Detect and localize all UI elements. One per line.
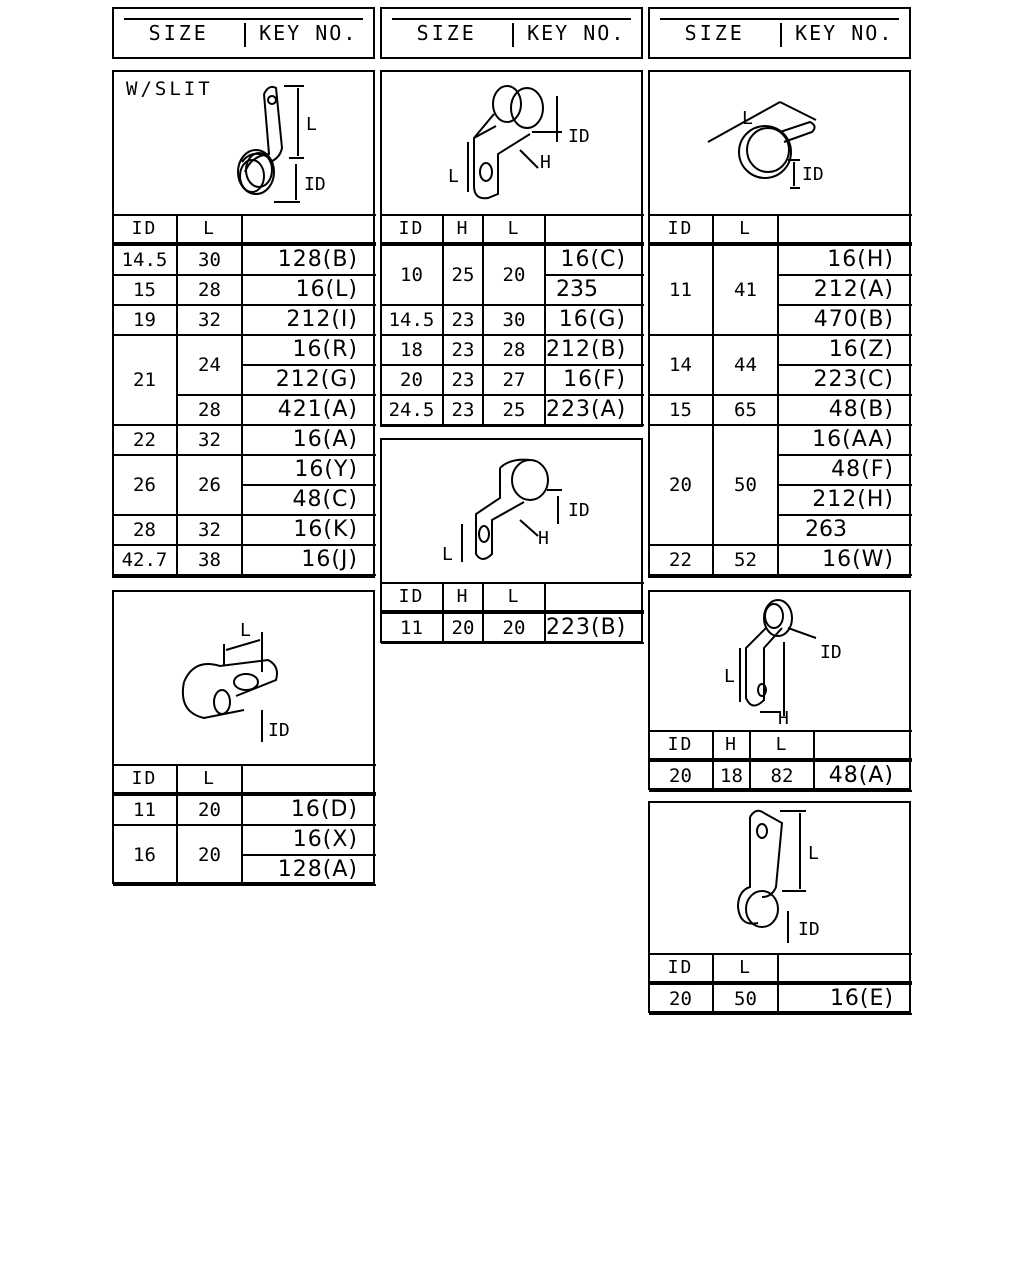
key-no-cell: 223(B) <box>545 612 644 643</box>
key-no-cell: 48(B) <box>778 395 912 425</box>
dim-l: L <box>442 544 453 565</box>
size-cell: 22 <box>649 545 713 575</box>
key-no-cell: 212(G) <box>242 365 376 395</box>
key-no-cell: 212(H) <box>778 485 912 515</box>
ring-clip-drawing <box>650 72 909 214</box>
table-row <box>113 425 376 455</box>
size-cell: 20 <box>649 760 713 791</box>
key-no-cell: 48(F) <box>778 455 912 485</box>
size-cell: 18 <box>713 760 750 791</box>
size-cell: 11 <box>381 612 443 643</box>
size-cell: 19 <box>113 305 177 335</box>
key-no-cell: 16(AA) <box>778 425 912 455</box>
size-cell: 25 <box>483 395 545 425</box>
size-cell: 24.5 <box>381 395 443 425</box>
size-cell: 32 <box>177 305 242 335</box>
table-row <box>113 545 376 575</box>
size-cell: 27 <box>483 365 545 395</box>
size-label: SIZE <box>684 21 745 45</box>
size-cell: 20 <box>483 612 545 643</box>
key-no-cell: 16(R) <box>242 335 376 365</box>
dim-id: ID <box>802 164 824 185</box>
clip-panel-flat <box>112 590 375 884</box>
key-no-cell: 16(Y) <box>242 455 376 485</box>
size-cell: 44 <box>713 335 778 395</box>
dim-h: H <box>538 528 549 549</box>
size-cell: 15 <box>113 275 177 305</box>
size-cell: 41 <box>713 244 778 335</box>
dim-h: H <box>540 152 551 173</box>
size-cell <box>242 215 376 244</box>
size-cell <box>545 215 644 244</box>
key-no-cell: 16(Z) <box>778 335 912 365</box>
size-cell: ID <box>649 215 713 244</box>
key-no-cell: 128(B) <box>242 244 376 275</box>
dim-l: L <box>240 620 251 641</box>
size-cell: 50 <box>713 425 778 545</box>
flat-clip-drawing <box>114 592 373 764</box>
size-cell: 20 <box>381 365 443 395</box>
key-no-label: KEY NO. <box>795 21 894 45</box>
size-cell <box>545 583 644 612</box>
size-cell: 23 <box>443 365 483 395</box>
dim-h: H <box>778 708 789 729</box>
size-cell: L <box>177 215 242 244</box>
size-cell: 14.5 <box>381 305 443 335</box>
size-cell: 82 <box>750 760 814 791</box>
size-key-header-2 <box>380 7 643 59</box>
long-clip-drawing <box>650 592 909 730</box>
table-row <box>381 365 644 395</box>
clip-panel-tall <box>648 801 911 1013</box>
table-row <box>649 244 912 275</box>
key-no-cell: 16(L) <box>242 275 376 305</box>
key-no-cell: 16(K) <box>242 515 376 545</box>
table-row <box>649 395 912 425</box>
size-cell: 20 <box>483 244 545 305</box>
size-cell: 28 <box>483 335 545 365</box>
clip-panel-offset <box>380 70 643 427</box>
flat-clip-table <box>113 764 376 886</box>
key-no-cell: 16(G) <box>545 305 644 335</box>
dim-id: ID <box>568 126 590 147</box>
key-no-cell: 16(E) <box>778 983 912 1014</box>
size-cell: 24 <box>177 335 242 395</box>
clip-panel-slit <box>112 70 375 578</box>
size-cell: L <box>713 215 778 244</box>
dim-id: ID <box>568 500 590 521</box>
key-no-cell: 212(A) <box>778 275 912 305</box>
table-row <box>113 275 376 305</box>
dim-id: ID <box>820 642 842 663</box>
table-row <box>649 425 912 455</box>
size-cell: 15 <box>649 395 713 425</box>
size-cell: 28 <box>177 275 242 305</box>
key-no-cell: 16(D) <box>242 794 376 825</box>
size-label: SIZE <box>148 21 209 45</box>
size-cell: ID <box>649 731 713 760</box>
tall-clip-drawing <box>650 803 909 953</box>
size-cell: 21 <box>113 335 177 425</box>
table-row <box>113 455 376 485</box>
table-row <box>649 335 912 365</box>
table-row <box>381 395 644 425</box>
dim-l: L <box>306 114 317 135</box>
offset-clip-table <box>381 214 644 426</box>
size-cell: 26 <box>113 455 177 515</box>
table-row <box>381 612 644 643</box>
size-cell: ID <box>113 215 177 244</box>
dim-id: ID <box>268 720 290 741</box>
table-row <box>113 825 376 855</box>
slit-clip-table <box>113 214 376 576</box>
size-cell: 28 <box>113 515 177 545</box>
size-cell: 22 <box>113 425 177 455</box>
clip-panel-long <box>648 590 911 790</box>
long-clip-table <box>649 730 912 792</box>
size-key-header-1 <box>112 7 375 59</box>
table-row <box>649 545 912 575</box>
key-no-label: KEY NO. <box>259 21 358 45</box>
table-row <box>113 305 376 335</box>
size-cell: 25 <box>443 244 483 305</box>
size-cell: 32 <box>177 425 242 455</box>
key-no-cell: 235 <box>545 275 644 305</box>
slit-label: W/SLIT <box>126 78 213 100</box>
key-no-cell: 16(H) <box>778 244 912 275</box>
offset-small-clip-table <box>381 582 644 644</box>
size-cell: H <box>443 583 483 612</box>
dim-l: L <box>742 108 753 129</box>
clip-panel-ring <box>648 70 911 578</box>
size-cell: 28 <box>177 395 242 425</box>
size-cell: 26 <box>177 455 242 515</box>
dim-l: L <box>724 666 735 687</box>
size-cell: 14.5 <box>113 244 177 275</box>
size-cell: 10 <box>381 244 443 305</box>
size-cell: 20 <box>649 983 713 1014</box>
key-no-cell: 48(C) <box>242 485 376 515</box>
key-no-cell: 212(B) <box>545 335 644 365</box>
size-cell: ID <box>381 215 443 244</box>
key-no-cell: 212(I) <box>242 305 376 335</box>
size-cell: 23 <box>443 305 483 335</box>
size-cell: 20 <box>177 825 242 885</box>
key-no-cell: 48(A) <box>814 760 912 791</box>
size-cell: 50 <box>713 983 778 1014</box>
table-row <box>113 794 376 825</box>
size-cell <box>242 765 376 794</box>
size-cell: 32 <box>177 515 242 545</box>
offset-clip-drawing <box>382 72 641 214</box>
size-cell: 52 <box>713 545 778 575</box>
key-no-cell: 223(A) <box>545 395 644 425</box>
size-cell: 20 <box>649 425 713 545</box>
size-cell: 11 <box>113 794 177 825</box>
key-no-cell: 16(X) <box>242 825 376 855</box>
size-cell <box>778 954 912 983</box>
size-cell: ID <box>649 954 713 983</box>
size-cell: 14 <box>649 335 713 395</box>
size-label: SIZE <box>416 21 477 45</box>
size-cell: L <box>483 215 545 244</box>
key-no-cell: 16(A) <box>242 425 376 455</box>
table-row <box>113 244 376 275</box>
dim-id: ID <box>304 174 326 195</box>
table-row <box>649 760 912 791</box>
size-cell: 20 <box>443 612 483 643</box>
key-no-cell: 128(A) <box>242 855 376 885</box>
ring-clip-table <box>649 214 912 576</box>
key-no-cell: 223(C) <box>778 365 912 395</box>
size-cell: 23 <box>443 335 483 365</box>
table-row <box>113 515 376 545</box>
size-cell: H <box>443 215 483 244</box>
size-cell: ID <box>381 583 443 612</box>
size-cell: 11 <box>649 244 713 335</box>
key-no-cell: 421(A) <box>242 395 376 425</box>
size-cell: 20 <box>177 794 242 825</box>
key-no-cell: 16(W) <box>778 545 912 575</box>
size-cell: 30 <box>483 305 545 335</box>
key-no-cell: 470(B) <box>778 305 912 335</box>
dim-l: L <box>808 843 819 864</box>
size-cell: ID <box>113 765 177 794</box>
table-row <box>381 244 644 275</box>
key-no-cell: 16(J) <box>242 545 376 575</box>
key-no-cell: 263 <box>778 515 912 545</box>
size-cell: H <box>713 731 750 760</box>
table-row <box>381 335 644 365</box>
table-row <box>381 305 644 335</box>
size-key-header-3 <box>648 7 911 59</box>
table-row <box>113 335 376 365</box>
size-cell: 30 <box>177 244 242 275</box>
size-cell: L <box>177 765 242 794</box>
key-no-label: KEY NO. <box>527 21 626 45</box>
offset-small-clip-drawing <box>382 440 641 582</box>
key-no-cell: 16(C) <box>545 244 644 275</box>
size-cell: L <box>750 731 814 760</box>
table-row <box>649 983 912 1014</box>
dim-id: ID <box>798 919 820 940</box>
dim-l: L <box>448 166 459 187</box>
size-cell: 16 <box>113 825 177 885</box>
size-cell: L <box>713 954 778 983</box>
size-cell: 42.7 <box>113 545 177 575</box>
size-cell <box>814 731 912 760</box>
size-cell: L <box>483 583 545 612</box>
size-cell: 65 <box>713 395 778 425</box>
size-cell: 23 <box>443 395 483 425</box>
key-no-cell: 16(F) <box>545 365 644 395</box>
size-cell <box>778 215 912 244</box>
size-cell: 38 <box>177 545 242 575</box>
clip-panel-offset-small <box>380 438 643 643</box>
tall-clip-table <box>649 953 912 1015</box>
size-cell: 18 <box>381 335 443 365</box>
